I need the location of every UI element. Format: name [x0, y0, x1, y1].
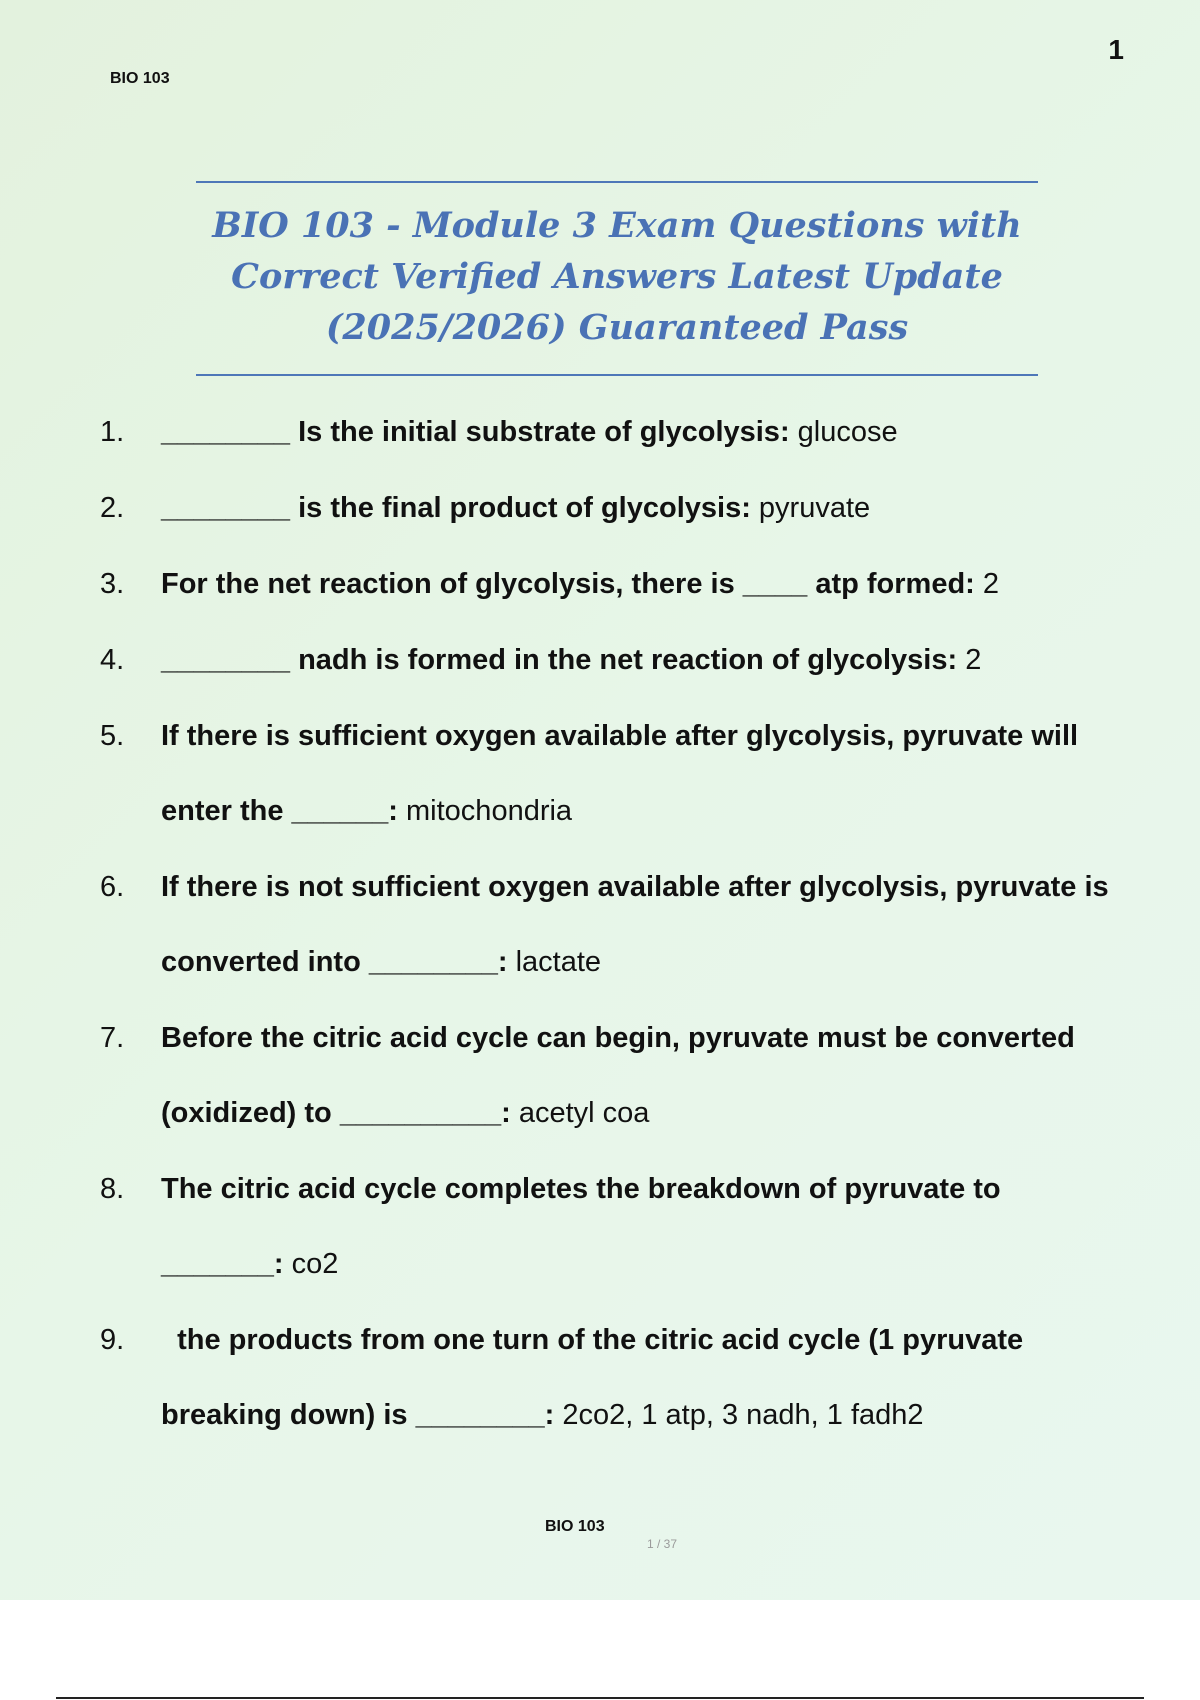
question-item-6: [100, 850, 1130, 1000]
question-content: [161, 1303, 1130, 1453]
question-item-4: [100, 623, 1130, 698]
page-number: 1: [1108, 34, 1124, 65]
question-text: ________ is the final product of glycolysis:: [161, 492, 751, 524]
question-number: 4.: [100, 644, 125, 676]
answer-text: 2: [957, 644, 982, 676]
question-content: [161, 547, 1130, 622]
title-line-3: (2025/2026) Guaranteed Pass: [325, 307, 909, 348]
question-number: 2.: [100, 492, 125, 524]
question-content: [161, 395, 1130, 470]
question-content: [161, 623, 1130, 698]
question-item-2: [100, 471, 1130, 546]
question-content: [161, 1152, 1130, 1302]
page-count: 1 / 37: [647, 1537, 678, 1551]
document-title: [196, 200, 1038, 353]
question-content: [161, 699, 1130, 849]
question-text: If there is not sufficient oxygen available after glycolysis, pyruvate is converted into ________:: [161, 871, 1109, 978]
footer-course-label: BIO 103: [545, 1518, 605, 1535]
question-text: ________ Is the initial substrate of glycolysis:: [161, 416, 790, 448]
answer-text: co2: [283, 1248, 339, 1280]
answer-text: 2co2, 1 atp, 3 nadh, 1 fadh2: [554, 1399, 924, 1431]
question-number: 8.: [100, 1173, 125, 1205]
question-number: 1.: [100, 416, 125, 448]
answer-text: 2: [974, 568, 1000, 600]
question-number: 9.: [100, 1324, 125, 1356]
question-item-7: [100, 1001, 1130, 1151]
question-item-9: [100, 1303, 1130, 1453]
title-bottom-rule: [196, 374, 1038, 376]
question-item-3: [100, 547, 1130, 622]
answer-text: pyruvate: [750, 492, 871, 524]
question-text: The citric acid cycle completes the breakdown of pyruvate to _______:: [161, 1173, 1001, 1280]
question-content: [161, 471, 1130, 546]
question-text: If there is sufficient oxygen available after glycolysis, pyruvate will enter the ______:: [161, 720, 1079, 827]
answer-text: acetyl coa: [510, 1097, 650, 1129]
header-course-label: BIO 103: [110, 70, 170, 87]
title-line-2: Correct Verified Answers Latest Update: [231, 256, 1003, 297]
question-item-8: [100, 1152, 1130, 1302]
question-number: 5.: [100, 720, 125, 752]
question-content: [161, 1001, 1130, 1151]
question-list: [100, 413, 1130, 1473]
question-number: 3.: [100, 568, 125, 600]
question-item-1: [100, 395, 1130, 470]
question-content: [161, 850, 1130, 1000]
answer-text: glucose: [789, 416, 898, 448]
answer-text: mitochondria: [397, 795, 573, 827]
question-text: ________ nadh is formed in the net reaction of glycolysis:: [161, 644, 958, 676]
title-top-rule: [196, 181, 1038, 183]
question-text: For the net reaction of glycolysis, there is ____ atp formed:: [161, 568, 975, 600]
question-number: 7.: [100, 1022, 125, 1054]
title-line-1: BIO 103 - Module 3 Exam Questions with: [212, 205, 1022, 246]
answer-text: lactate: [507, 946, 602, 978]
question-item-5: [100, 699, 1130, 849]
question-text: Before the citric acid cycle can begin, pyruvate must be converted (oxidized) to __________:: [161, 1022, 1075, 1129]
next-page-divider: [56, 1697, 1144, 1699]
question-number: 6.: [100, 871, 125, 903]
question-text: the products from one turn of the citric acid cycle (1 pyruvate breaking down) is ________:: [161, 1324, 1024, 1431]
